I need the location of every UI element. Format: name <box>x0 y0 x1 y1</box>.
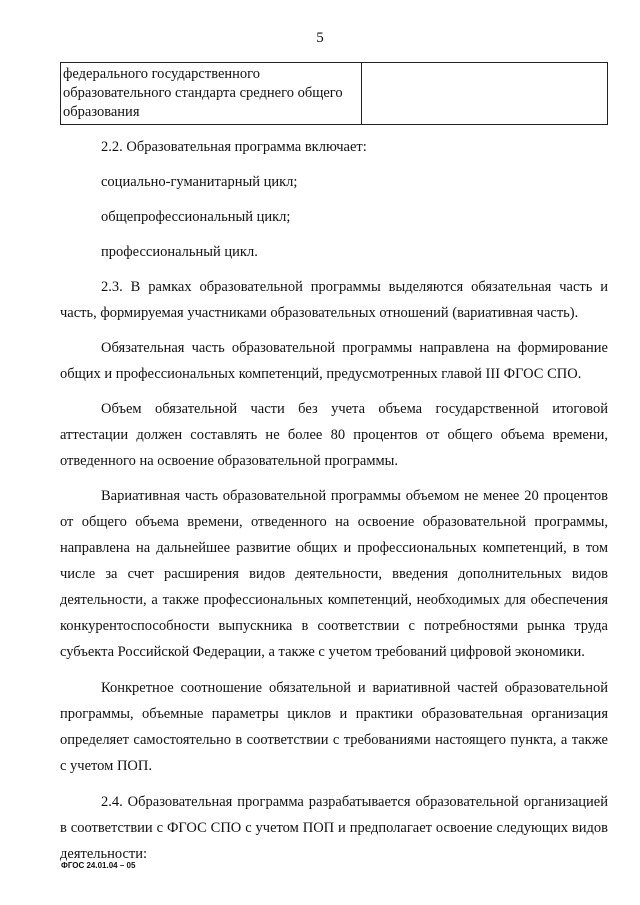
table-row <box>61 63 608 125</box>
paragraph-2-2: 2.2. Образовательная программа включает: <box>101 139 367 155</box>
table-cell-line: образования <box>63 104 140 120</box>
document-body <box>60 134 608 867</box>
table-cell-line: федерального государственного <box>63 66 261 82</box>
page-number: 5 <box>316 30 324 46</box>
paragraph-2-3: 2.3. В рамках образовательной программы выделяются обязательная часть и часть, формируемая участниками образовательных отношений (вариативная часть). <box>60 279 608 321</box>
paragraph: Вариативная часть образовательной программы объемом не менее 20 процентов от общего объема времени, отведенного на освоение образовательной программы, направлена на дальнейшее развитие общих и профессиональных компетенций, в том числе за счет расширения видов деятельности, введения дополнительных видов деятельности, а также профессиональных компетенций, необходимых для обеспечения конкурентоспособности выпускника в соответствии с потребностями рынка труда субъекта Российской Федерации, а также с учетом требований цифровой экономики. <box>60 488 608 660</box>
paragraph: Обязательная часть образовательной программы направлена на формирование общих и профессиональных компетенций, предусмотренных главой III ФГОС СПО. <box>60 340 608 382</box>
table-cell-left <box>61 63 362 125</box>
standard-reference-table <box>60 62 608 125</box>
table-cell-right <box>362 63 608 125</box>
list-item: социально-гуманитарный цикл; <box>101 174 298 190</box>
table-cell-line: образовательного стандарта среднего общего <box>63 85 343 101</box>
list-item: общепрофессиональный цикл; <box>101 209 291 225</box>
list-item: профессиональный цикл. <box>101 244 258 260</box>
footer-document-code: ФГОС 24.01.04 – 05 <box>61 861 136 870</box>
paragraph-2-4: 2.4. Образовательная программа разрабатывается образовательной организацией в соответствии с ФГОС СПО с учетом ПОП и предполагает освоение следующих видов деятельности: <box>60 794 608 862</box>
paragraph: Конкретное соотношение обязательной и вариативной частей образовательной программы, объемные параметры циклов и практики образовательная организация определяет самостоятельно в соответствии с требованиями настоящего пункта, а также с учетом ПОП. <box>60 680 608 774</box>
paragraph: Объем обязательной части без учета объема государственной итоговой аттестации должен составлять не более 80 процентов от общего объема времени, отведенного на освоение образовательной программы. <box>60 401 608 469</box>
